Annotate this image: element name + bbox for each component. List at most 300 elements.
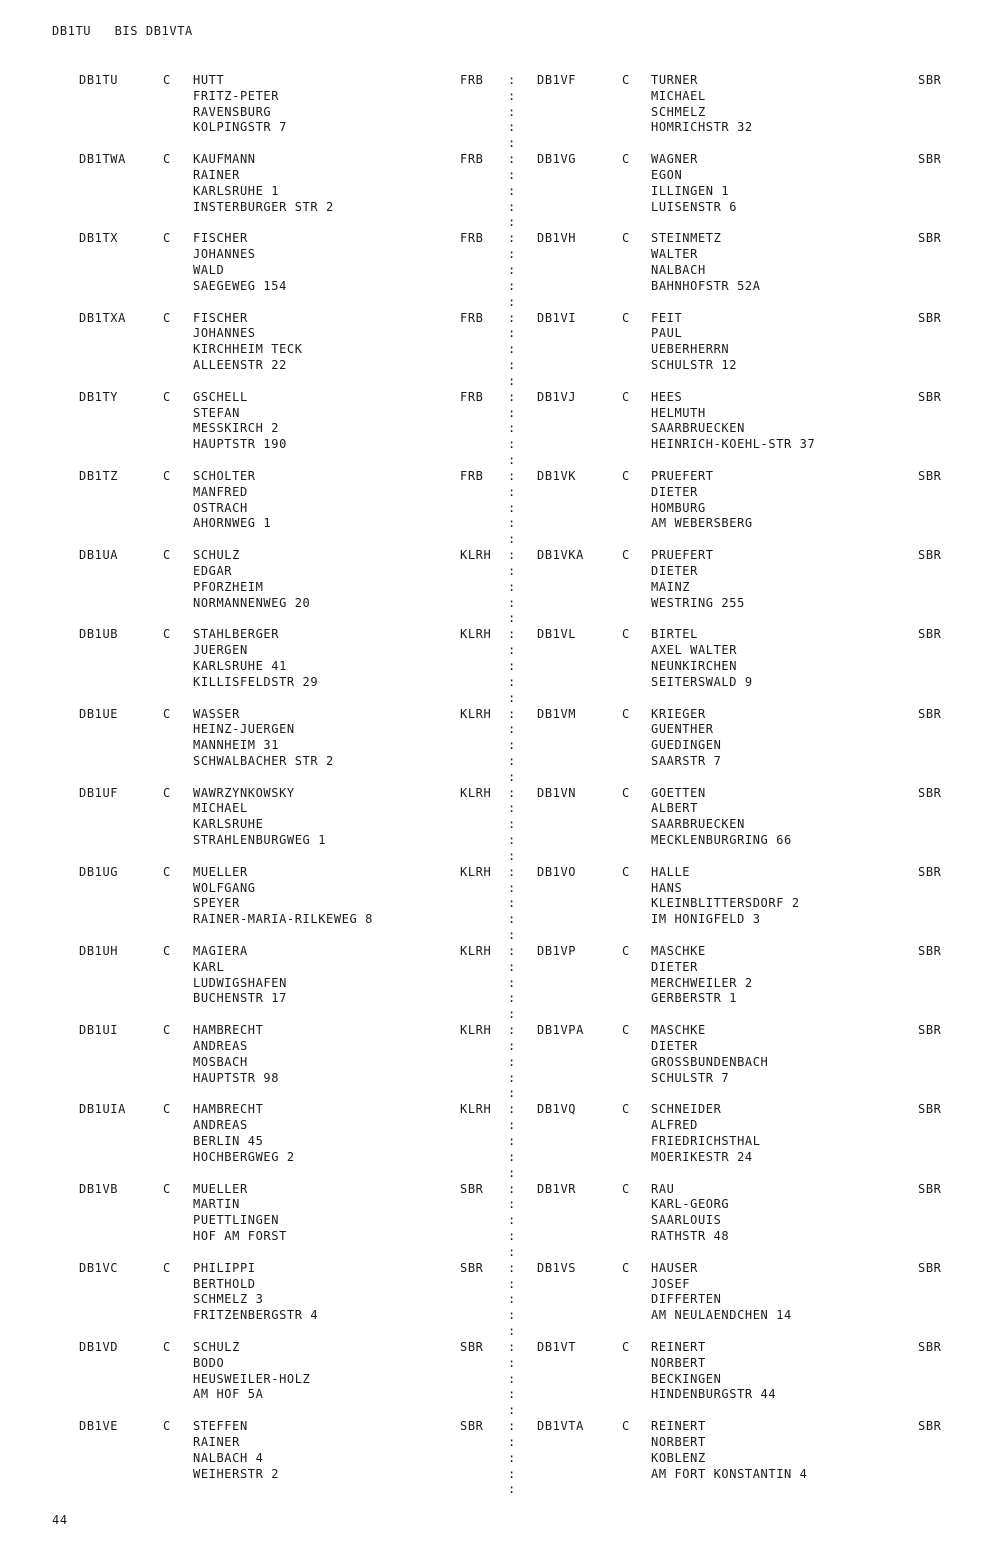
left-callsign: DB1TU [79,73,119,87]
left-callsign: DB1UI [79,1023,119,1038]
column-separator: : [508,73,516,87]
left-firstname: FRITZ-PETER [193,88,280,103]
column-separator: : [508,1197,516,1212]
column-separator: : [508,532,516,547]
column-separator: : [508,690,516,705]
right-street: SCHULSTR 7 [651,1070,730,1085]
right-city: GROSSBUNDENBACH [651,1054,769,1069]
right-district: SBR [918,389,942,404]
left-surname: HUTT [193,73,225,87]
column-separator: : [508,880,516,895]
right-district: SBR [918,548,942,563]
column-separator: : [508,595,516,610]
left-firstname: BERTHOLD [193,1276,256,1291]
right-firstname: DIETER [651,959,698,974]
left-class: C [163,1181,171,1196]
column-separator: : [508,1340,516,1354]
right-class: C [622,864,630,879]
right-callsign: DB1VR [537,1181,577,1196]
left-city: PFORZHEIM [193,579,264,594]
right-firstname: JOSEF [651,1276,691,1291]
column-separator: : [508,389,516,404]
right-city: BECKINGEN [651,1371,722,1386]
right-city: MERCHWEILER 2 [651,975,753,990]
right-surname: WAGNER [651,152,698,167]
right-firstname: MICHAEL [651,88,706,103]
left-callsign: DB1UIA [79,1102,126,1117]
column-separator: : [508,1007,516,1022]
right-callsign: DB1VK [537,468,577,483]
left-city: KIRCHHEIM TECK [193,342,303,357]
right-class: C [622,1340,630,1354]
column-separator: : [508,183,516,198]
left-callsign: DB1UB [79,627,119,642]
right-firstname: DIETER [651,563,698,578]
directory-row [0,151,1000,230]
left-callsign: DB1TX [79,231,119,246]
right-firstname: AXEL WALTER [651,643,738,658]
right-class: C [622,548,630,563]
column-separator: : [508,548,516,563]
left-surname: STEFFEN [193,1419,248,1434]
right-class: C [622,389,630,404]
left-street: HAUPTSTR 98 [193,1070,280,1085]
right-surname: MASCHKE [651,1023,706,1038]
right-class: C [622,1260,630,1275]
right-district: SBR [918,864,942,879]
column-separator: : [508,104,516,119]
column-separator: : [508,959,516,974]
column-separator: : [508,643,516,658]
right-surname: PRUEFERT [651,468,714,483]
column-separator: : [508,421,516,436]
right-city: SAARBRUECKEN [651,817,745,832]
right-surname: HEES [651,389,683,404]
left-surname: GSCHELL [193,389,248,404]
left-firstname: MARTIN [193,1197,240,1212]
right-district: SBR [918,706,942,721]
column-separator: : [508,247,516,262]
right-firstname: HANS [651,880,683,895]
left-class: C [163,468,171,483]
column-separator: : [508,1434,516,1449]
left-surname: MUELLER [193,864,248,879]
left-firstname: WOLFGANG [193,880,256,895]
left-street: HOF AM FORST [193,1229,287,1244]
left-district: FRB [460,468,484,483]
column-separator: : [508,437,516,452]
column-separator: : [508,1387,516,1402]
column-separator: : [508,848,516,863]
right-callsign: DB1VJ [537,389,577,404]
right-street: IM HONIGFELD 3 [651,912,761,927]
column-separator: : [508,658,516,673]
column-separator: : [508,310,516,325]
right-street: SCHULSTR 12 [651,357,738,372]
left-surname: KAUFMANN [193,152,256,167]
right-city: KLEINBLITTERSDORF 2 [651,896,800,911]
right-firstname: KARL-GEORG [651,1197,730,1212]
right-city: SCHMELZ [651,104,706,119]
column-separator: : [508,722,516,737]
directory-row [0,230,1000,309]
left-class: C [163,73,171,87]
right-district: SBR [918,785,942,800]
column-separator: : [508,1276,516,1291]
right-surname: REINERT [651,1419,706,1434]
right-district: SBR [918,468,942,483]
right-firstname: DIETER [651,484,698,499]
right-class: C [622,627,630,642]
right-district: SBR [918,1260,942,1275]
left-surname: MAGIERA [193,944,248,959]
right-firstname: PAUL [651,326,683,341]
column-separator: : [508,1308,516,1323]
column-separator: : [508,1419,516,1434]
directory-row [0,864,1000,943]
left-surname: SCHULZ [193,548,240,563]
directory-row [0,626,1000,705]
left-callsign: DB1UA [79,548,119,563]
right-city: HOMBURG [651,500,706,515]
right-surname: REINERT [651,1340,706,1354]
right-street: AM WEBERSBERG [651,516,753,531]
right-class: C [622,1419,630,1434]
column-separator: : [508,342,516,357]
left-surname: STAHLBERGER [193,627,280,642]
left-firstname: MICHAEL [193,801,248,816]
right-firstname: DIETER [651,1039,698,1054]
right-callsign: DB1VP [537,944,577,959]
left-firstname: JOHANNES [193,247,256,262]
column-separator: : [508,1355,516,1370]
right-firstname: HELMUTH [651,405,706,420]
right-city: NALBACH [651,262,706,277]
right-city: KOBLENZ [651,1450,706,1465]
left-city: MESSKIRCH 2 [193,421,280,436]
left-class: C [163,944,171,959]
right-class: C [622,73,630,87]
left-class: C [163,1023,171,1038]
right-firstname: WALTER [651,247,698,262]
column-separator: : [508,262,516,277]
left-district: KLRH [460,548,492,563]
left-street: INSTERBURGER STR 2 [193,199,334,214]
right-street: MOERIKESTR 24 [651,1149,753,1164]
column-separator: : [508,833,516,848]
column-separator: : [508,167,516,182]
right-city: ILLINGEN 1 [651,183,730,198]
right-callsign: DB1VO [537,864,577,879]
left-callsign: DB1VE [79,1419,119,1434]
left-callsign: DB1TXA [79,310,126,325]
column-separator: : [508,516,516,531]
directory-row [0,1181,1000,1260]
column-separator: : [508,231,516,246]
right-district: SBR [918,627,942,642]
right-class: C [622,152,630,167]
right-surname: FEIT [651,310,683,325]
column-separator: : [508,738,516,753]
left-district: KLRH [460,1023,492,1038]
left-callsign: DB1UE [79,706,119,721]
right-surname: SCHNEIDER [651,1102,722,1117]
left-city: WALD [193,262,225,277]
left-street: NORMANNENWEG 20 [193,595,311,610]
column-separator: : [508,896,516,911]
left-firstname: RAINER [193,1434,240,1449]
column-separator: : [508,1134,516,1149]
left-firstname: ANDREAS [193,1118,248,1133]
right-district: SBR [918,944,942,959]
left-district: FRB [460,310,484,325]
left-surname: WASSER [193,706,240,721]
right-callsign: DB1VT [537,1340,577,1354]
left-district: KLRH [460,944,492,959]
column-separator: : [508,1181,516,1196]
right-district: SBR [918,1419,942,1434]
left-callsign: DB1UH [79,944,119,959]
left-city: KARLSRUHE 1 [193,183,280,198]
directory-row [0,72,1000,151]
left-district: SBR [460,1181,484,1196]
right-callsign: DB1VH [537,231,577,246]
column-separator: : [508,769,516,784]
right-callsign: DB1VN [537,785,577,800]
column-separator: : [508,579,516,594]
column-separator: : [508,753,516,768]
right-street: HOMRICHSTR 32 [651,120,753,135]
left-class: C [163,1102,171,1117]
right-city: GUEDINGEN [651,738,722,753]
column-separator: : [508,944,516,959]
column-separator: : [508,1149,516,1164]
left-district: KLRH [460,785,492,800]
left-street: WEIHERSTR 2 [193,1466,280,1481]
left-city: SPEYER [193,896,240,911]
left-surname: FISCHER [193,310,248,325]
left-class: C [163,706,171,721]
right-district: SBR [918,1340,942,1354]
left-firstname: JOHANNES [193,326,256,341]
right-district: SBR [918,1023,942,1038]
column-separator: : [508,706,516,721]
left-street: STRAHLENBURGWEG 1 [193,833,327,848]
left-callsign: DB1TWA [79,152,126,167]
directory-row [0,943,1000,1022]
left-class: C [163,389,171,404]
column-separator: : [508,674,516,689]
column-separator: : [508,1165,516,1180]
column-separator: : [508,928,516,943]
right-class: C [622,1102,630,1117]
left-surname: WAWRZYNKOWSKY [193,785,295,800]
left-district: KLRH [460,1102,492,1117]
column-separator: : [508,357,516,372]
left-firstname: RAINER [193,167,240,182]
left-surname: MUELLER [193,1181,248,1196]
left-street: KILLISFELDSTR 29 [193,674,319,689]
directory-row [0,389,1000,468]
left-district: FRB [460,152,484,167]
left-surname: HAMBRECHT [193,1023,264,1038]
left-class: C [163,1340,171,1354]
right-callsign: DB1VKA [537,548,584,563]
right-callsign: DB1VF [537,73,577,87]
column-separator: : [508,912,516,927]
left-street: HOCHBERGWEG 2 [193,1149,295,1164]
left-firstname: KARL [193,959,225,974]
column-separator: : [508,1213,516,1228]
right-city: NEUNKIRCHEN [651,658,738,673]
directory-row [0,706,1000,785]
column-separator: : [508,199,516,214]
left-street: AHORNWEG 1 [193,516,272,531]
column-separator: : [508,88,516,103]
right-callsign: DB1VL [537,627,577,642]
left-callsign: DB1VD [79,1340,119,1354]
right-surname: HAUSER [651,1260,698,1275]
page-header: DB1TU BIS DB1VTA [52,24,193,38]
right-street: GERBERSTR 1 [651,991,738,1006]
left-class: C [163,864,171,879]
left-firstname: ANDREAS [193,1039,248,1054]
right-street: SEITERSWALD 9 [651,674,753,689]
right-callsign: DB1VTA [537,1419,584,1434]
column-separator: : [508,1118,516,1133]
left-firstname: EDGAR [193,563,233,578]
left-city: KARLSRUHE [193,817,264,832]
column-separator: : [508,975,516,990]
right-surname: BIRTEL [651,627,698,642]
directory-row [0,1339,1000,1418]
column-separator: : [508,1371,516,1386]
right-callsign: DB1VQ [537,1102,577,1117]
left-district: KLRH [460,864,492,879]
right-surname: STEINMETZ [651,231,722,246]
left-street: FRITZENBERGSTR 4 [193,1308,319,1323]
right-district: SBR [918,310,942,325]
left-firstname: MANFRED [193,484,248,499]
right-district: SBR [918,231,942,246]
right-firstname: ALFRED [651,1118,698,1133]
right-class: C [622,785,630,800]
right-surname: GOETTEN [651,785,706,800]
left-firstname: STEFAN [193,405,240,420]
right-surname: RAU [651,1181,675,1196]
column-separator: : [508,563,516,578]
right-street: WESTRING 255 [651,595,745,610]
left-callsign: DB1UF [79,785,119,800]
right-class: C [622,231,630,246]
left-street: AM HOF 5A [193,1387,264,1402]
column-separator: : [508,1086,516,1101]
column-separator: : [508,1466,516,1481]
left-surname: SCHOLTER [193,468,256,483]
left-district: SBR [460,1340,484,1354]
left-class: C [163,1260,171,1275]
column-separator: : [508,785,516,800]
left-street: KOLPINGSTR 7 [193,120,287,135]
left-class: C [163,152,171,167]
directory-row [0,1101,1000,1180]
column-separator: : [508,627,516,642]
right-surname: MASCHKE [651,944,706,959]
right-firstname: ALBERT [651,801,698,816]
left-district: SBR [460,1419,484,1434]
left-street: RAINER-MARIA-RILKEWEG 8 [193,912,373,927]
left-city: BERLIN 45 [193,1134,264,1149]
column-separator: : [508,864,516,879]
left-surname: HAMBRECHT [193,1102,264,1117]
directory-row [0,547,1000,626]
left-city: HEUSWEILER-HOLZ [193,1371,311,1386]
left-city: MOSBACH [193,1054,248,1069]
right-class: C [622,1181,630,1196]
left-class: C [163,310,171,325]
right-surname: KRIEGER [651,706,706,721]
column-separator: : [508,1450,516,1465]
right-street: HINDENBURGSTR 44 [651,1387,777,1402]
right-firstname: NORBERT [651,1434,706,1449]
right-district: SBR [918,1102,942,1117]
column-separator: : [508,452,516,467]
left-city: SCHMELZ 3 [193,1292,264,1307]
left-firstname: HEINZ-JUERGEN [193,722,295,737]
column-separator: : [508,326,516,341]
left-city: LUDWIGSHAFEN [193,975,287,990]
right-district: SBR [918,152,942,167]
column-separator: : [508,1482,516,1497]
directory-row [0,310,1000,389]
left-street: SCHWALBACHER STR 2 [193,753,334,768]
column-separator: : [508,215,516,230]
column-separator: : [508,136,516,151]
column-separator: : [508,1403,516,1418]
left-callsign: DB1VB [79,1181,119,1196]
left-surname: PHILIPPI [193,1260,256,1275]
right-city: SAARLOUIS [651,1213,722,1228]
column-separator: : [508,1102,516,1117]
column-separator: : [508,373,516,388]
right-street: BAHNHOFSTR 52A [651,278,761,293]
left-district: FRB [460,231,484,246]
column-separator: : [508,120,516,135]
column-separator: : [508,817,516,832]
column-separator: : [508,1324,516,1338]
left-surname: SCHULZ [193,1340,240,1354]
right-callsign: DB1VG [537,152,577,167]
right-district: SBR [918,73,942,87]
left-callsign: DB1UG [79,864,119,879]
right-city: FRIEDRICHSTHAL [651,1134,761,1149]
right-firstname: NORBERT [651,1355,706,1370]
left-street: ALLEENSTR 22 [193,357,287,372]
left-class: C [163,1419,171,1434]
column-separator: : [508,1039,516,1054]
right-callsign: DB1VM [537,706,577,721]
right-street: LUISENSTR 6 [651,199,738,214]
column-separator: : [508,1229,516,1244]
right-surname: HALLE [651,864,691,879]
right-city: DIFFERTEN [651,1292,722,1307]
column-separator: : [508,1070,516,1085]
right-callsign: DB1VPA [537,1023,584,1038]
left-city: OSTRACH [193,500,248,515]
right-callsign: DB1VS [537,1260,577,1275]
column-separator: : [508,1292,516,1307]
column-separator: : [508,484,516,499]
